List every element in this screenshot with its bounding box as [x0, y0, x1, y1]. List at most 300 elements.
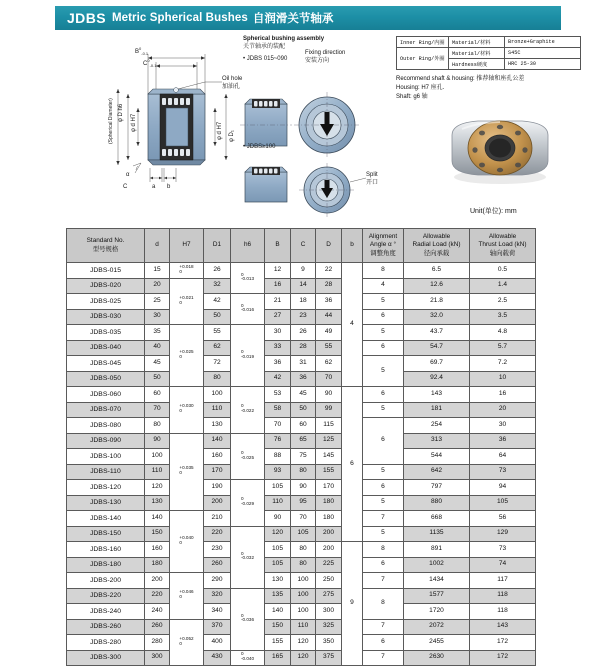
cell-standard-no: JDBS-240	[67, 604, 145, 620]
table-row	[67, 294, 536, 310]
cell-standard-no: JDBS-060	[67, 387, 145, 403]
recommendation-line-3: Shaft: g6 轴	[396, 94, 428, 100]
cell-radial-load: 54.7	[404, 340, 470, 356]
cell-C: 31	[291, 356, 316, 372]
col-header-B: B	[265, 229, 291, 263]
cell-d: 110	[145, 464, 170, 480]
dim-label-a: a	[152, 184, 156, 190]
cell-alignment-angle: 6	[363, 387, 404, 403]
table-row	[67, 495, 536, 511]
cell-D: 49	[316, 325, 342, 341]
cell-B: 150	[265, 619, 291, 635]
material-spec-table	[396, 36, 581, 70]
cell-thrust-load: 94	[470, 480, 536, 496]
cell-d: 60	[145, 387, 170, 403]
cell-d: 300	[145, 650, 170, 666]
col-header-thrust-line2: Thrust Load (kN)	[478, 241, 527, 249]
cell-B: 140	[265, 604, 291, 620]
table-row	[67, 371, 536, 387]
cell-D1: 290	[204, 573, 231, 589]
cell-standard-no: JDBS-040	[67, 340, 145, 356]
cell-thrust-load: 5.7	[470, 340, 536, 356]
table-row	[67, 604, 536, 620]
cell-C: 18	[291, 294, 316, 310]
cell-thrust-load: 143	[470, 619, 536, 635]
assembly-label-en: Spherical bushing assembly	[243, 36, 325, 42]
cell-d: 20	[145, 278, 170, 294]
cell-C: 45	[291, 387, 316, 403]
split-label-en: Split	[366, 172, 378, 178]
cell-radial-load: 880	[404, 495, 470, 511]
cell-d: 15	[145, 263, 170, 279]
cell-H7-tolerance: +0.035 0	[170, 433, 204, 511]
cell-D: 55	[316, 340, 342, 356]
cell-d: 240	[145, 604, 170, 620]
col-header-D: D	[316, 229, 342, 263]
cell-h6-tolerance: 0 -0.013	[231, 263, 265, 294]
dimension-data-table	[66, 228, 536, 666]
cell-B: 76	[265, 433, 291, 449]
table-row	[67, 464, 536, 480]
cell-standard-no: JDBS-020	[67, 278, 145, 294]
cell-C: 28	[291, 340, 316, 356]
cell-radial-load: 21.8	[404, 294, 470, 310]
cell-alignment-angle: 6	[363, 635, 404, 651]
cell-thrust-load: 129	[470, 526, 536, 542]
cell-D1: 160	[204, 449, 231, 465]
spec-value-outer-hardness: HRC 25-30	[505, 59, 581, 70]
table-row	[67, 526, 536, 542]
cell-D1: 140	[204, 433, 231, 449]
cell-D: 200	[316, 542, 342, 558]
cell-thrust-load: 2.5	[470, 294, 536, 310]
cell-C: 120	[291, 650, 316, 666]
cell-radial-load: 1577	[404, 588, 470, 604]
cell-thrust-load: 56	[470, 511, 536, 527]
spec-row-outer-ring-material	[397, 48, 581, 59]
dim-label-alpha: α	[126, 172, 130, 178]
cell-D1: 320	[204, 588, 231, 604]
dim-label-b: b	[167, 184, 171, 190]
cell-d: 35	[145, 325, 170, 341]
cell-D1: 42	[204, 294, 231, 310]
cell-B: 88	[265, 449, 291, 465]
cell-d: 160	[145, 542, 170, 558]
cell-standard-no: JDBS-100	[67, 449, 145, 465]
cell-standard-no: JDBS-030	[67, 309, 145, 325]
cell-B: 33	[265, 340, 291, 356]
col-header-H7: H7	[170, 229, 204, 263]
cell-thrust-load: 118	[470, 588, 536, 604]
cell-alignment-angle: 7	[363, 619, 404, 635]
cell-h6-tolerance: 0 -0.016	[231, 294, 265, 325]
col-header-d: d	[145, 229, 170, 263]
recommendation-line-2: Housing: H7 座孔.	[396, 85, 445, 91]
cell-standard-no: JDBS-280	[67, 635, 145, 651]
cell-B: 16	[265, 278, 291, 294]
cell-D: 250	[316, 573, 342, 589]
cell-B: 58	[265, 402, 291, 418]
cell-C: 9	[291, 263, 316, 279]
cell-D: 90	[316, 387, 342, 403]
table-body	[67, 263, 536, 666]
cell-D1: 370	[204, 619, 231, 635]
table-row	[67, 650, 536, 666]
cell-D1: 110	[204, 402, 231, 418]
cell-radial-load: 544	[404, 449, 470, 465]
oil-hole-label-en: Oil hole	[222, 76, 243, 82]
table-row	[67, 325, 536, 341]
cell-C: 75	[291, 449, 316, 465]
fixing-direction-label-cn: 安装方向	[305, 58, 330, 64]
dim-label-C-bottom: C	[123, 184, 128, 190]
cell-radial-load: 32.0	[404, 309, 470, 325]
cell-C: 90	[291, 480, 316, 496]
cell-D: 62	[316, 356, 342, 372]
spec-row-inner-ring	[397, 37, 581, 48]
col-header-C: C	[291, 229, 316, 263]
cell-D: 325	[316, 619, 342, 635]
dim-label-B: $B^0_{-0.1}$	[135, 46, 149, 57]
table-row	[67, 309, 536, 325]
cell-B: 30	[265, 325, 291, 341]
cell-alignment-angle: 5	[363, 325, 404, 341]
cell-alignment-angle: 6	[363, 418, 404, 465]
cell-thrust-load: 172	[470, 635, 536, 651]
cell-D1: 190	[204, 480, 231, 496]
cell-standard-no: JDBS-140	[67, 511, 145, 527]
table-row	[67, 557, 536, 573]
cell-alignment-angle: 8	[363, 542, 404, 558]
cell-D: 275	[316, 588, 342, 604]
cell-d: 120	[145, 480, 170, 496]
cell-D: 180	[316, 495, 342, 511]
split-label-cn: 开口	[366, 180, 379, 186]
table-row	[67, 542, 536, 558]
cell-H7-tolerance: +0.021 0	[170, 278, 204, 325]
cell-B: 110	[265, 495, 291, 511]
cell-standard-no: JDBS-035	[67, 325, 145, 341]
table-row	[67, 635, 536, 651]
cell-d: 50	[145, 371, 170, 387]
cell-thrust-load: 36	[470, 433, 536, 449]
cell-D: 200	[316, 526, 342, 542]
cell-radial-load: 891	[404, 542, 470, 558]
cell-alignment-angle: 8	[363, 588, 404, 619]
table-row	[67, 263, 536, 279]
cell-b: 6	[342, 387, 363, 542]
cell-h6-tolerance: 0 -0.029	[231, 480, 265, 527]
cell-B: 70	[265, 418, 291, 434]
cell-standard-no: JDBS-200	[67, 573, 145, 589]
cell-B: 42	[265, 371, 291, 387]
cell-radial-load: 12.6	[404, 278, 470, 294]
cell-alignment-angle: 6	[363, 309, 404, 325]
cell-D: 22	[316, 263, 342, 279]
cell-thrust-load: 4.8	[470, 325, 536, 341]
col-header-h6: h6	[231, 229, 265, 263]
cell-B: 155	[265, 635, 291, 651]
cell-C: 26	[291, 325, 316, 341]
cell-alignment-angle: 8	[363, 263, 404, 279]
oil-hole-label-cn: 加油孔	[222, 84, 241, 90]
cell-D1: 26	[204, 263, 231, 279]
cell-D: 145	[316, 449, 342, 465]
dim-label-phi-D-spherical: φ D h6	[118, 103, 124, 122]
cell-alignment-angle: 6	[363, 340, 404, 356]
cell-thrust-load: 3.5	[470, 309, 536, 325]
spec-value-outer-material: S45C	[505, 48, 581, 59]
cell-radial-load: 1720	[404, 604, 470, 620]
cell-radial-load: 1135	[404, 526, 470, 542]
table-row	[67, 588, 536, 604]
cell-thrust-load: 0.5	[470, 263, 536, 279]
dim-label-phi-d: φ d H7	[131, 113, 137, 132]
cell-D: 28	[316, 278, 342, 294]
cell-h6-tolerance: 0 -0.032	[231, 526, 265, 588]
cell-standard-no: JDBS-090	[67, 433, 145, 449]
table-row	[67, 418, 536, 434]
cell-B: 135	[265, 588, 291, 604]
cell-B: 90	[265, 511, 291, 527]
cell-D1: 210	[204, 511, 231, 527]
cell-d: 70	[145, 402, 170, 418]
cell-h6-tolerance: 0 -0.036	[231, 588, 265, 650]
cell-d: 220	[145, 588, 170, 604]
unit-label: Unit(单位): mm	[470, 208, 517, 215]
cell-thrust-load: 117	[470, 573, 536, 589]
cell-h6-tolerance: 0 -0.022	[231, 387, 265, 434]
cell-standard-no: JDBS-110	[67, 464, 145, 480]
cell-D: 180	[316, 511, 342, 527]
cell-C: 80	[291, 464, 316, 480]
cell-B: 130	[265, 573, 291, 589]
cell-D1: 100	[204, 387, 231, 403]
cell-D: 300	[316, 604, 342, 620]
col-header-angle-line3: 调整角度	[370, 249, 396, 257]
cell-alignment-angle: 5	[363, 526, 404, 542]
cell-B: 165	[265, 650, 291, 666]
dim-label-phi-d-H7: φ d H7	[217, 121, 223, 140]
cell-B: 36	[265, 356, 291, 372]
cell-radial-load: 797	[404, 480, 470, 496]
spec-value-inner-material: Bronze+Graphite	[505, 37, 581, 48]
cell-C: 60	[291, 418, 316, 434]
cell-D1: 50	[204, 309, 231, 325]
table-row	[67, 278, 536, 294]
cell-thrust-load: 10	[470, 371, 536, 387]
cell-C: 80	[291, 542, 316, 558]
cell-C: 95	[291, 495, 316, 511]
cell-thrust-load: 64	[470, 449, 536, 465]
cell-thrust-load: 30	[470, 418, 536, 434]
cell-H7-tolerance: +0.030 0	[170, 387, 204, 434]
cell-d: 45	[145, 356, 170, 372]
col-header-radial-line2: Radial Load (kN)	[412, 241, 461, 249]
cell-alignment-angle: 7	[363, 511, 404, 527]
cell-h6-tolerance: 0 -0.040	[231, 650, 265, 666]
cell-radial-load: 43.7	[404, 325, 470, 341]
cell-H7-tolerance: +0.052 0	[170, 619, 204, 666]
recommendation-note	[396, 75, 524, 102]
spec-property-outer-hardness: Hardness硬度	[449, 59, 505, 70]
cell-d: 25	[145, 294, 170, 310]
cell-D: 44	[316, 309, 342, 325]
cell-d: 180	[145, 557, 170, 573]
cell-radial-load: 69.7	[404, 356, 470, 372]
cell-D1: 130	[204, 418, 231, 434]
table-row	[67, 573, 536, 589]
cell-thrust-load: 7.2	[470, 356, 536, 372]
cell-D1: 220	[204, 526, 231, 542]
cell-alignment-angle: 6	[363, 557, 404, 573]
cell-b: 9	[342, 542, 363, 666]
cell-radial-load: 2455	[404, 635, 470, 651]
table-row	[67, 449, 536, 465]
cell-C: 36	[291, 371, 316, 387]
cell-H7-tolerance: +0.018 0	[170, 263, 204, 279]
dim-label-phi-D1: φ D₁	[229, 130, 235, 142]
cell-radial-load: 6.5	[404, 263, 470, 279]
cell-D1: 400	[204, 635, 231, 651]
cell-d: 130	[145, 495, 170, 511]
cell-D: 375	[316, 650, 342, 666]
cell-radial-load: 1434	[404, 573, 470, 589]
cell-d: 100	[145, 449, 170, 465]
cell-d: 40	[145, 340, 170, 356]
cell-alignment-angle: 5	[363, 356, 404, 387]
cell-standard-no: JDBS-160	[67, 542, 145, 558]
cell-C: 110	[291, 619, 316, 635]
cell-B: 53	[265, 387, 291, 403]
cell-radial-load: 143	[404, 387, 470, 403]
cell-alignment-angle: 7	[363, 573, 404, 589]
col-header-thrust-line1: Allowable	[488, 233, 517, 240]
cell-alignment-angle: 5	[363, 294, 404, 310]
cell-H7-tolerance: +0.046 0	[170, 573, 204, 620]
cell-radial-load: 254	[404, 418, 470, 434]
cell-alignment-angle: 7	[363, 650, 404, 666]
cell-C: 14	[291, 278, 316, 294]
cell-H7-tolerance: +0.025 0	[170, 325, 204, 387]
cell-C: 80	[291, 557, 316, 573]
cell-D1: 72	[204, 356, 231, 372]
spec-property-outer-material: Material/材料	[449, 48, 505, 59]
cell-standard-no: JDBS-025	[67, 294, 145, 310]
cell-B: 27	[265, 309, 291, 325]
cell-thrust-load: 105	[470, 495, 536, 511]
cell-thrust-load: 73	[470, 464, 536, 480]
cell-B: 120	[265, 526, 291, 542]
cell-radial-load: 642	[404, 464, 470, 480]
cell-D1: 80	[204, 371, 231, 387]
table-row	[67, 340, 536, 356]
cell-thrust-load: 172	[470, 650, 536, 666]
cell-D: 350	[316, 635, 342, 651]
product-photo	[430, 105, 565, 190]
cell-standard-no: JDBS-180	[67, 557, 145, 573]
cell-standard-no: JDBS-080	[67, 418, 145, 434]
cell-C: 100	[291, 573, 316, 589]
cell-thrust-load: 1.4	[470, 278, 536, 294]
table-row	[67, 387, 536, 403]
cell-thrust-load: 74	[470, 557, 536, 573]
cell-standard-no: JDBS-130	[67, 495, 145, 511]
cell-h6-tolerance: 0 -0.019	[231, 325, 265, 387]
table-row	[67, 433, 536, 449]
col-header-thrust-load	[470, 229, 536, 263]
cell-standard-no: JDBS-050	[67, 371, 145, 387]
cell-D: 170	[316, 480, 342, 496]
col-header-thrust-line3: 轴向载荷	[489, 249, 516, 257]
cell-D: 115	[316, 418, 342, 434]
cell-D: 225	[316, 557, 342, 573]
cell-d: 90	[145, 433, 170, 449]
cell-alignment-angle: 6	[363, 480, 404, 496]
spec-ring-outer: Outer Ring/外圈	[397, 48, 449, 70]
product-title-cn: 自润滑关节轴承	[252, 13, 334, 25]
col-header-radial-line3: 径向承载	[423, 249, 450, 257]
cell-d: 280	[145, 635, 170, 651]
cell-d: 30	[145, 309, 170, 325]
cell-standard-no: JDBS-045	[67, 356, 145, 372]
col-header-radial-load	[404, 229, 470, 263]
cell-D1: 55	[204, 325, 231, 341]
cell-d: 80	[145, 418, 170, 434]
cell-radial-load: 1002	[404, 557, 470, 573]
cell-alignment-angle: 4	[363, 278, 404, 294]
cell-D1: 200	[204, 495, 231, 511]
cell-C: 120	[291, 635, 316, 651]
cell-d: 260	[145, 619, 170, 635]
table-row	[67, 402, 536, 418]
product-code: JDBS	[67, 10, 106, 26]
spec-ring-inner: Inner Ring/内圈	[397, 37, 449, 48]
col-header-angle-line1: Alignment	[368, 233, 398, 240]
cell-d: 150	[145, 526, 170, 542]
cell-alignment-angle: 5	[363, 495, 404, 511]
cell-standard-no: JDBS-150	[67, 526, 145, 542]
cell-B: 12	[265, 263, 291, 279]
cell-C: 100	[291, 588, 316, 604]
cell-thrust-load: 16	[470, 387, 536, 403]
cell-radial-load: 181	[404, 402, 470, 418]
assembly-range-2: • JDBS≥100	[243, 144, 276, 150]
cell-radial-load: 2072	[404, 619, 470, 635]
cell-standard-no: JDBS-300	[67, 650, 145, 666]
cell-D1: 170	[204, 464, 231, 480]
cell-D1: 340	[204, 604, 231, 620]
dim-label-C: $C^0_{-0.1}$	[143, 58, 157, 69]
cell-D: 36	[316, 294, 342, 310]
cell-D1: 430	[204, 650, 231, 666]
cell-H7-tolerance: +0.040 0	[170, 511, 204, 573]
cell-radial-load: 92.4	[404, 371, 470, 387]
cell-thrust-load: 20	[470, 402, 536, 418]
product-title-en: Metric Spherical Bushes	[111, 12, 248, 24]
table-row	[67, 619, 536, 635]
table-row	[67, 511, 536, 527]
table-row	[67, 480, 536, 496]
table-header-row	[67, 229, 536, 263]
cell-C: 70	[291, 511, 316, 527]
col-header-alignment-angle	[363, 229, 404, 263]
cell-radial-load: 2630	[404, 650, 470, 666]
page-header-banner	[55, 6, 561, 30]
cell-standard-no: JDBS-120	[67, 480, 145, 496]
cell-thrust-load: 73	[470, 542, 536, 558]
cell-B: 105	[265, 480, 291, 496]
